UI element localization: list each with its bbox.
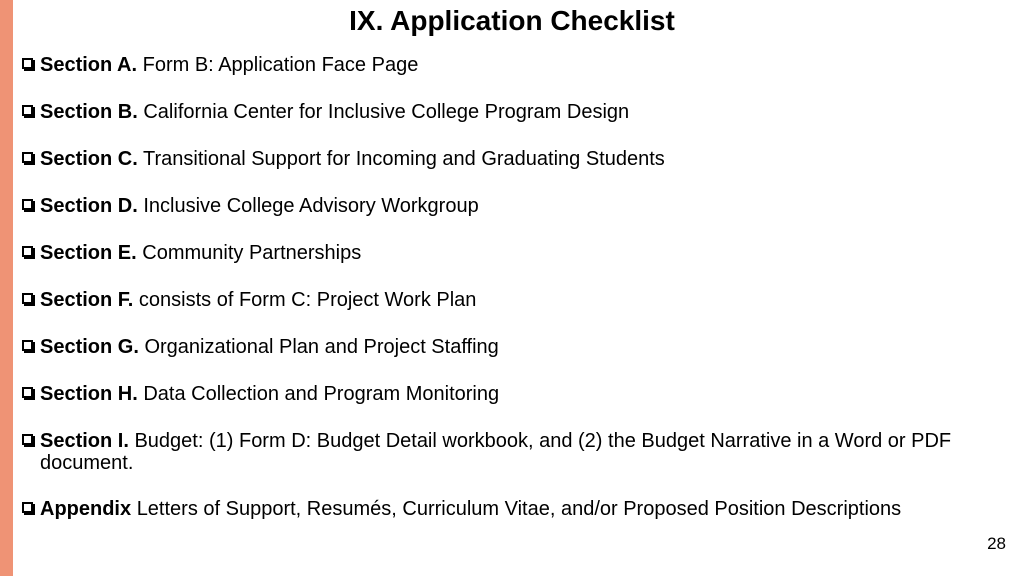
checkbox-icon: [22, 293, 33, 304]
item-label: Section C.: [40, 148, 138, 170]
checkbox-icon: [22, 387, 33, 398]
item-label: Section G.: [40, 336, 139, 358]
item-label: Appendix: [40, 498, 132, 520]
checkbox-icon: [22, 246, 33, 257]
accent-side-bar: [0, 0, 13, 576]
item-label: Section H.: [40, 383, 138, 405]
checklist-item-appendix: [22, 498, 1017, 520]
item-text: California Center for Inclusive College Program Design: [143, 101, 630, 123]
application-checklist: [22, 54, 1017, 545]
item-label: Section D.: [40, 195, 138, 217]
checkbox-icon: [22, 340, 33, 351]
checklist-item-section-b: [22, 101, 1017, 123]
item-label: Section F.: [40, 289, 134, 311]
checklist-item-section-g: [22, 336, 1017, 358]
checkbox-icon: [22, 58, 33, 69]
item-text: Form B: Application Face Page: [142, 54, 419, 76]
item-label: Section I.: [40, 430, 129, 452]
item-text: Community Partnerships: [142, 242, 362, 264]
page-number: 28: [987, 534, 1006, 553]
checkbox-icon: [22, 199, 33, 210]
item-label: Section B.: [40, 101, 138, 123]
checkbox-icon: [22, 502, 33, 513]
checkbox-icon: [22, 152, 33, 163]
checkbox-icon: [22, 434, 33, 445]
checklist-item-section-c: [22, 148, 1017, 170]
checklist-item-section-e: [22, 242, 1017, 264]
item-text: Transitional Support for Incoming and Graduating Students: [143, 148, 665, 170]
item-text: Organizational Plan and Project Staffing: [144, 336, 499, 358]
checklist-item-section-h: [22, 383, 1017, 405]
item-text: Budget: (1) Form D: Budget Detail workbook, and (2) the Budget Narrative in a Word or PDF document.: [40, 430, 952, 474]
checklist-item-section-d: [22, 195, 1017, 217]
checklist-item-section-f: [22, 289, 1017, 311]
checklist-item-section-i: [22, 430, 1017, 474]
page-title: IX. Application Checklist: [349, 5, 675, 36]
item-label: Section A.: [40, 54, 138, 76]
item-label: Section E.: [40, 242, 137, 264]
checkbox-icon: [22, 105, 33, 116]
checklist-item-section-a: [22, 54, 1017, 76]
item-text: consists of Form C: Project Work Plan: [138, 289, 477, 311]
item-text: Letters of Support, Resumés, Curriculum Vitae, and/or Proposed Position Descriptions: [136, 498, 902, 520]
item-text: Data Collection and Program Monitoring: [143, 383, 500, 405]
item-text: Inclusive College Advisory Workgroup: [143, 195, 479, 217]
